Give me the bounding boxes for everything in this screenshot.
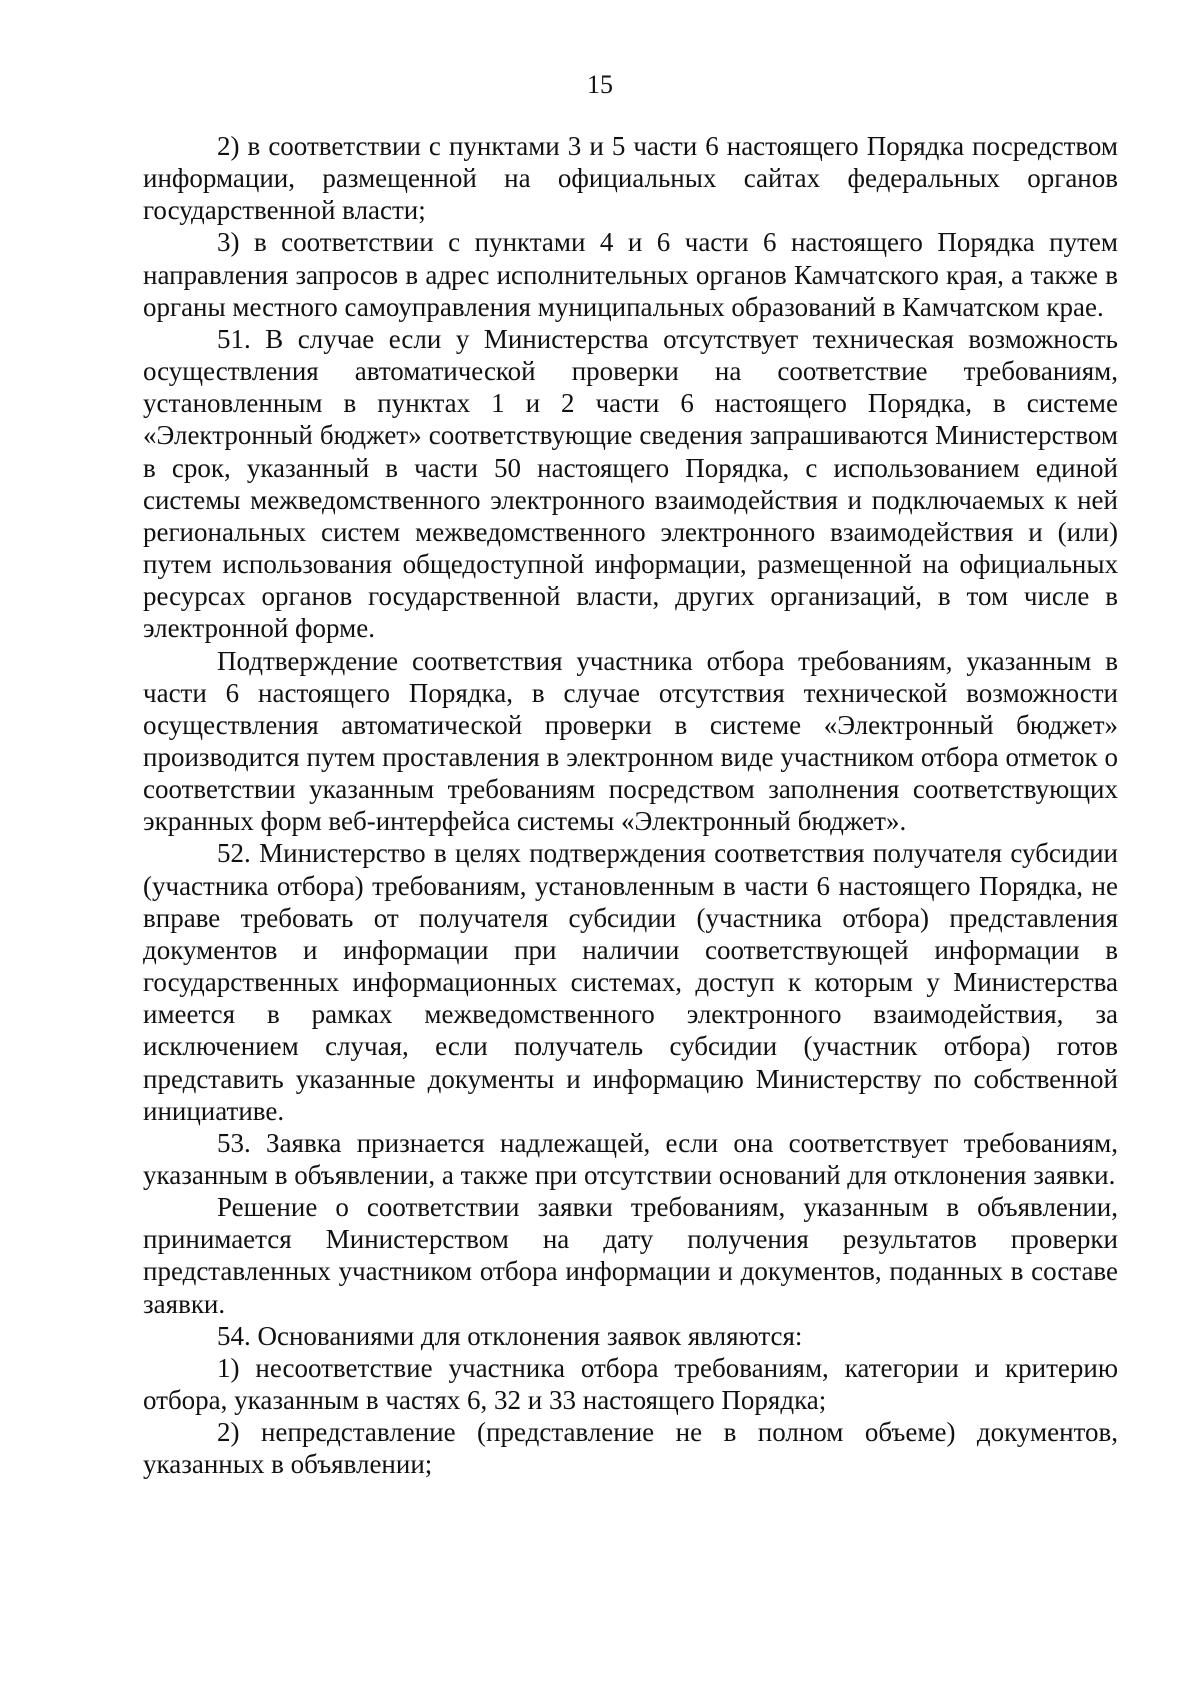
paragraph-section-51: 51. В случае если у Министерства отсутствует техническая возможность осуществления автоматической проверки на соответствие требованиям, установленным в пунктах 1 и 2 части 6 настоящего Порядка, в системе «Электронный бюджет» соответствующие сведения запрашиваются Министерством в срок, указанный в части 50 настоящего Порядка, с использованием единой системы межведомственного электронного взаимодействия и подключаемых к ней региональных систем межведомственного электронного взаимодействия и (или) путем использования общедоступной информации, размещенной на официальных ресурсах органов государственной власти, других организаций, в том числе в электронной форме. (143, 323, 1118, 644)
paragraph-section-52: 52. Министерство в целях подтверждения соответствия получателя субсидии (участника отбора) требованиям, установленным в части 6 настоящего Порядка, не вправе требовать от получателя субсидии (участника отбора) представления документов и информации при наличии соответствующей информации в государственных информационных системах, доступ к которым у Министерства имеется в рамках межведомственного электронного взаимодействия, за исключением случая, если получатель субсидии (участник отбора) готов представить указанные документы и информацию Министерству по собственной инициативе. (143, 838, 1118, 1126)
paragraph-reason-1: 1) несоответствие участника отбора требованиям, категории и критерию отбора, указанным в частях 6, 32 и 33 настоящего Порядка; (143, 1352, 1118, 1416)
paragraph-item-2: 2) в соответствии с пунктами 3 и 5 части 6 настоящего Порядка посредством информации, размещенной на официальных сайтах федеральных органов государственной власти; (143, 131, 1118, 226)
paragraph-reason-2: 2) непредставление (представление не в полном объеме) документов, указанных в объявлении; (143, 1417, 1118, 1480)
page-number: 15 (587, 70, 613, 99)
paragraph-section-53: 53. Заявка признается надлежащей, если она соответствует требованиям, указанным в объявлении, а также при отсутствии оснований для отклонения заявки. (143, 1127, 1118, 1190)
paragraph-decision: Решение о соответствии заявки требованиям, указанным в объявлении, принимается Министерством на дату получения результатов проверки представленных участником отбора информации и документов, поданных в составе заявки. (143, 1192, 1118, 1319)
document-body (143, 130, 1118, 1481)
paragraph-section-54: 54. Основаниями для отклонения заявок являются: (217, 1320, 803, 1351)
paragraph-confirmation: Подтверждение соответствия участника отбора требованиям, указанным в части 6 настоящего Порядка, в случае отсутствия технической возможности осуществления автоматической проверки в системе «Электронный бюджет» производится путем проставления в электронном виде участником отбора отметок о соответствии указанным требованиям посредством заполнения соответствующих экранных форм веб-интерфейса системы «Электронный бюджет». (143, 645, 1118, 837)
paragraph-item-3: 3) в соответствии с пунктами 4 и 6 части 6 настоящего Порядка путем направления запросов в адрес исполнительных органов Камчатского края, а также в органы местного самоуправления муниципальных образований в Камчатском крае. (143, 227, 1118, 322)
